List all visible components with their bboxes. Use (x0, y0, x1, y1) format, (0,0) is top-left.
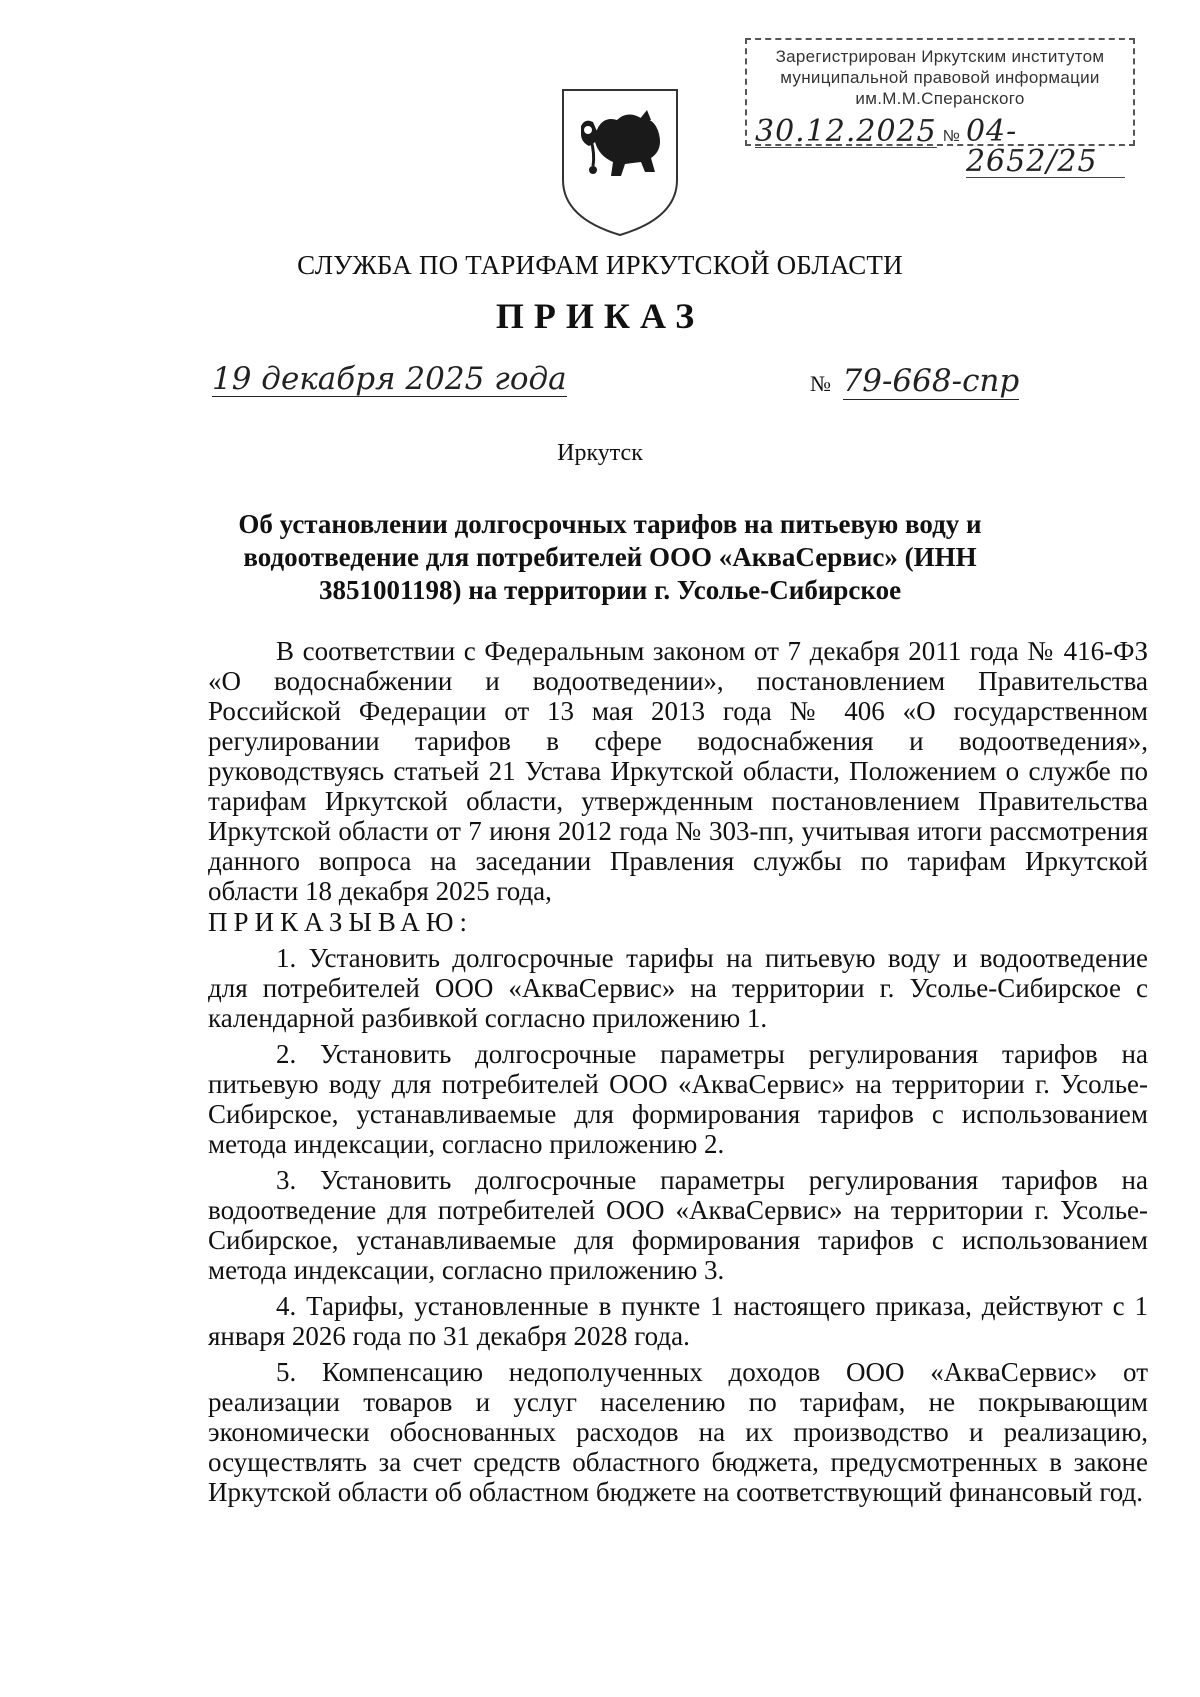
stamp-registration-row (755, 114, 1125, 179)
order-item-3: 3. Установить долгосрочные параметры регулирования тарифов на водоотведение для потребителей ООО «АкваСервис» на территории г. Усолье-Сибирское, устанавливаемые для формирования тарифов с использованием метода индексации, согласно приложению 3. (208, 1165, 1148, 1285)
preamble-paragraph: В соответствии с Федеральным законом от 7 декабря 2011 года № 416-ФЗ «О водоснабжении и водоотведении», постановлением Правительства Российской Федерации от 13 мая 2013 года № 406 «О государственном регулировании тарифов в сфере водоснабжения и водоотведения», руководствуясь статьей 21 Устава Иркутской области, Положением о службе по тарифам Иркутской области, утвержденным постановлением Правительства Иркутской области от 7 июня 2012 года № 303-пп, учитывая итоги рассмотрения данного вопроса на заседании Правления службы по тарифам Иркутской области 18 декабря 2025 года, (208, 636, 1148, 906)
order-item-1: 1. Установить долгосрочные тарифы на питьевую воду и водоотведение для потребителей ООО «АкваСервис» на территории г. Усолье-Сибирское с календарной разбивкой согласно приложению 1. (208, 943, 1148, 1033)
organization-name: СЛУЖБА ПО ТАРИФАМ ИРКУТСКОЙ ОБЛАСТИ (297, 250, 903, 280)
stamp-date: 30.12.2025 (755, 114, 937, 149)
order-number-block (810, 364, 1019, 398)
registration-stamp (745, 38, 1135, 179)
city: Иркутск (557, 440, 643, 466)
stamp-number-label: № (942, 128, 960, 145)
order-item-5: 5. Компенсацию недополученных доходов ООО «АкваСервис» от реализации товаров и услуг населению по тарифам, не покрывающим экономически обоснованных расходов на их производство и реализацию, осуществлять за счет средств областного бюджета, предусмотренных в законе Иркутской области об областном бюджете на соответствующий финансовый год. (208, 1357, 1148, 1507)
document-title: Об установлении долгосрочных тарифов на питьевую воду и водоотведение для потребителей ООО «АкваСервис» (ИНН 3851001198) на территории г. Усолье-Сибирское (238, 509, 982, 605)
irkutsk-coat-of-arms-icon (555, 80, 685, 240)
stamp-line-1: Зарегистрирован Иркутским институтом (775, 47, 1105, 66)
order-item-2: 2. Установить долгосрочные параметры регулирования тарифов на питьевую воду для потребителей ООО «АкваСервис» на территории г. Усолье-Сибирское, устанавливаемые для формирования тарифов с использованием метода индексации, согласно приложению 2. (208, 1039, 1148, 1159)
stamp-line-3: им.М.М.Сперанского (855, 89, 1025, 108)
order-number: 79-668-спр (842, 363, 1020, 399)
order-word: ПРИКАЗЫВАЮ: (208, 907, 473, 937)
document-body (208, 636, 1148, 1507)
stamp-line-2: муниципальной правовой информации (780, 68, 1100, 87)
order-item-4: 4. Тарифы, установленные в пункте 1 настоящего приказа, действуют с 1 января 2026 года по 31 декабря 2028 года. (208, 1291, 1148, 1351)
document-type: ПРИКАЗ (495, 296, 705, 336)
order-date: 19 декабря 2025 года (212, 361, 567, 397)
order-number-label: № (810, 371, 831, 396)
stamp-number: 04-2652/25 (966, 117, 1125, 178)
